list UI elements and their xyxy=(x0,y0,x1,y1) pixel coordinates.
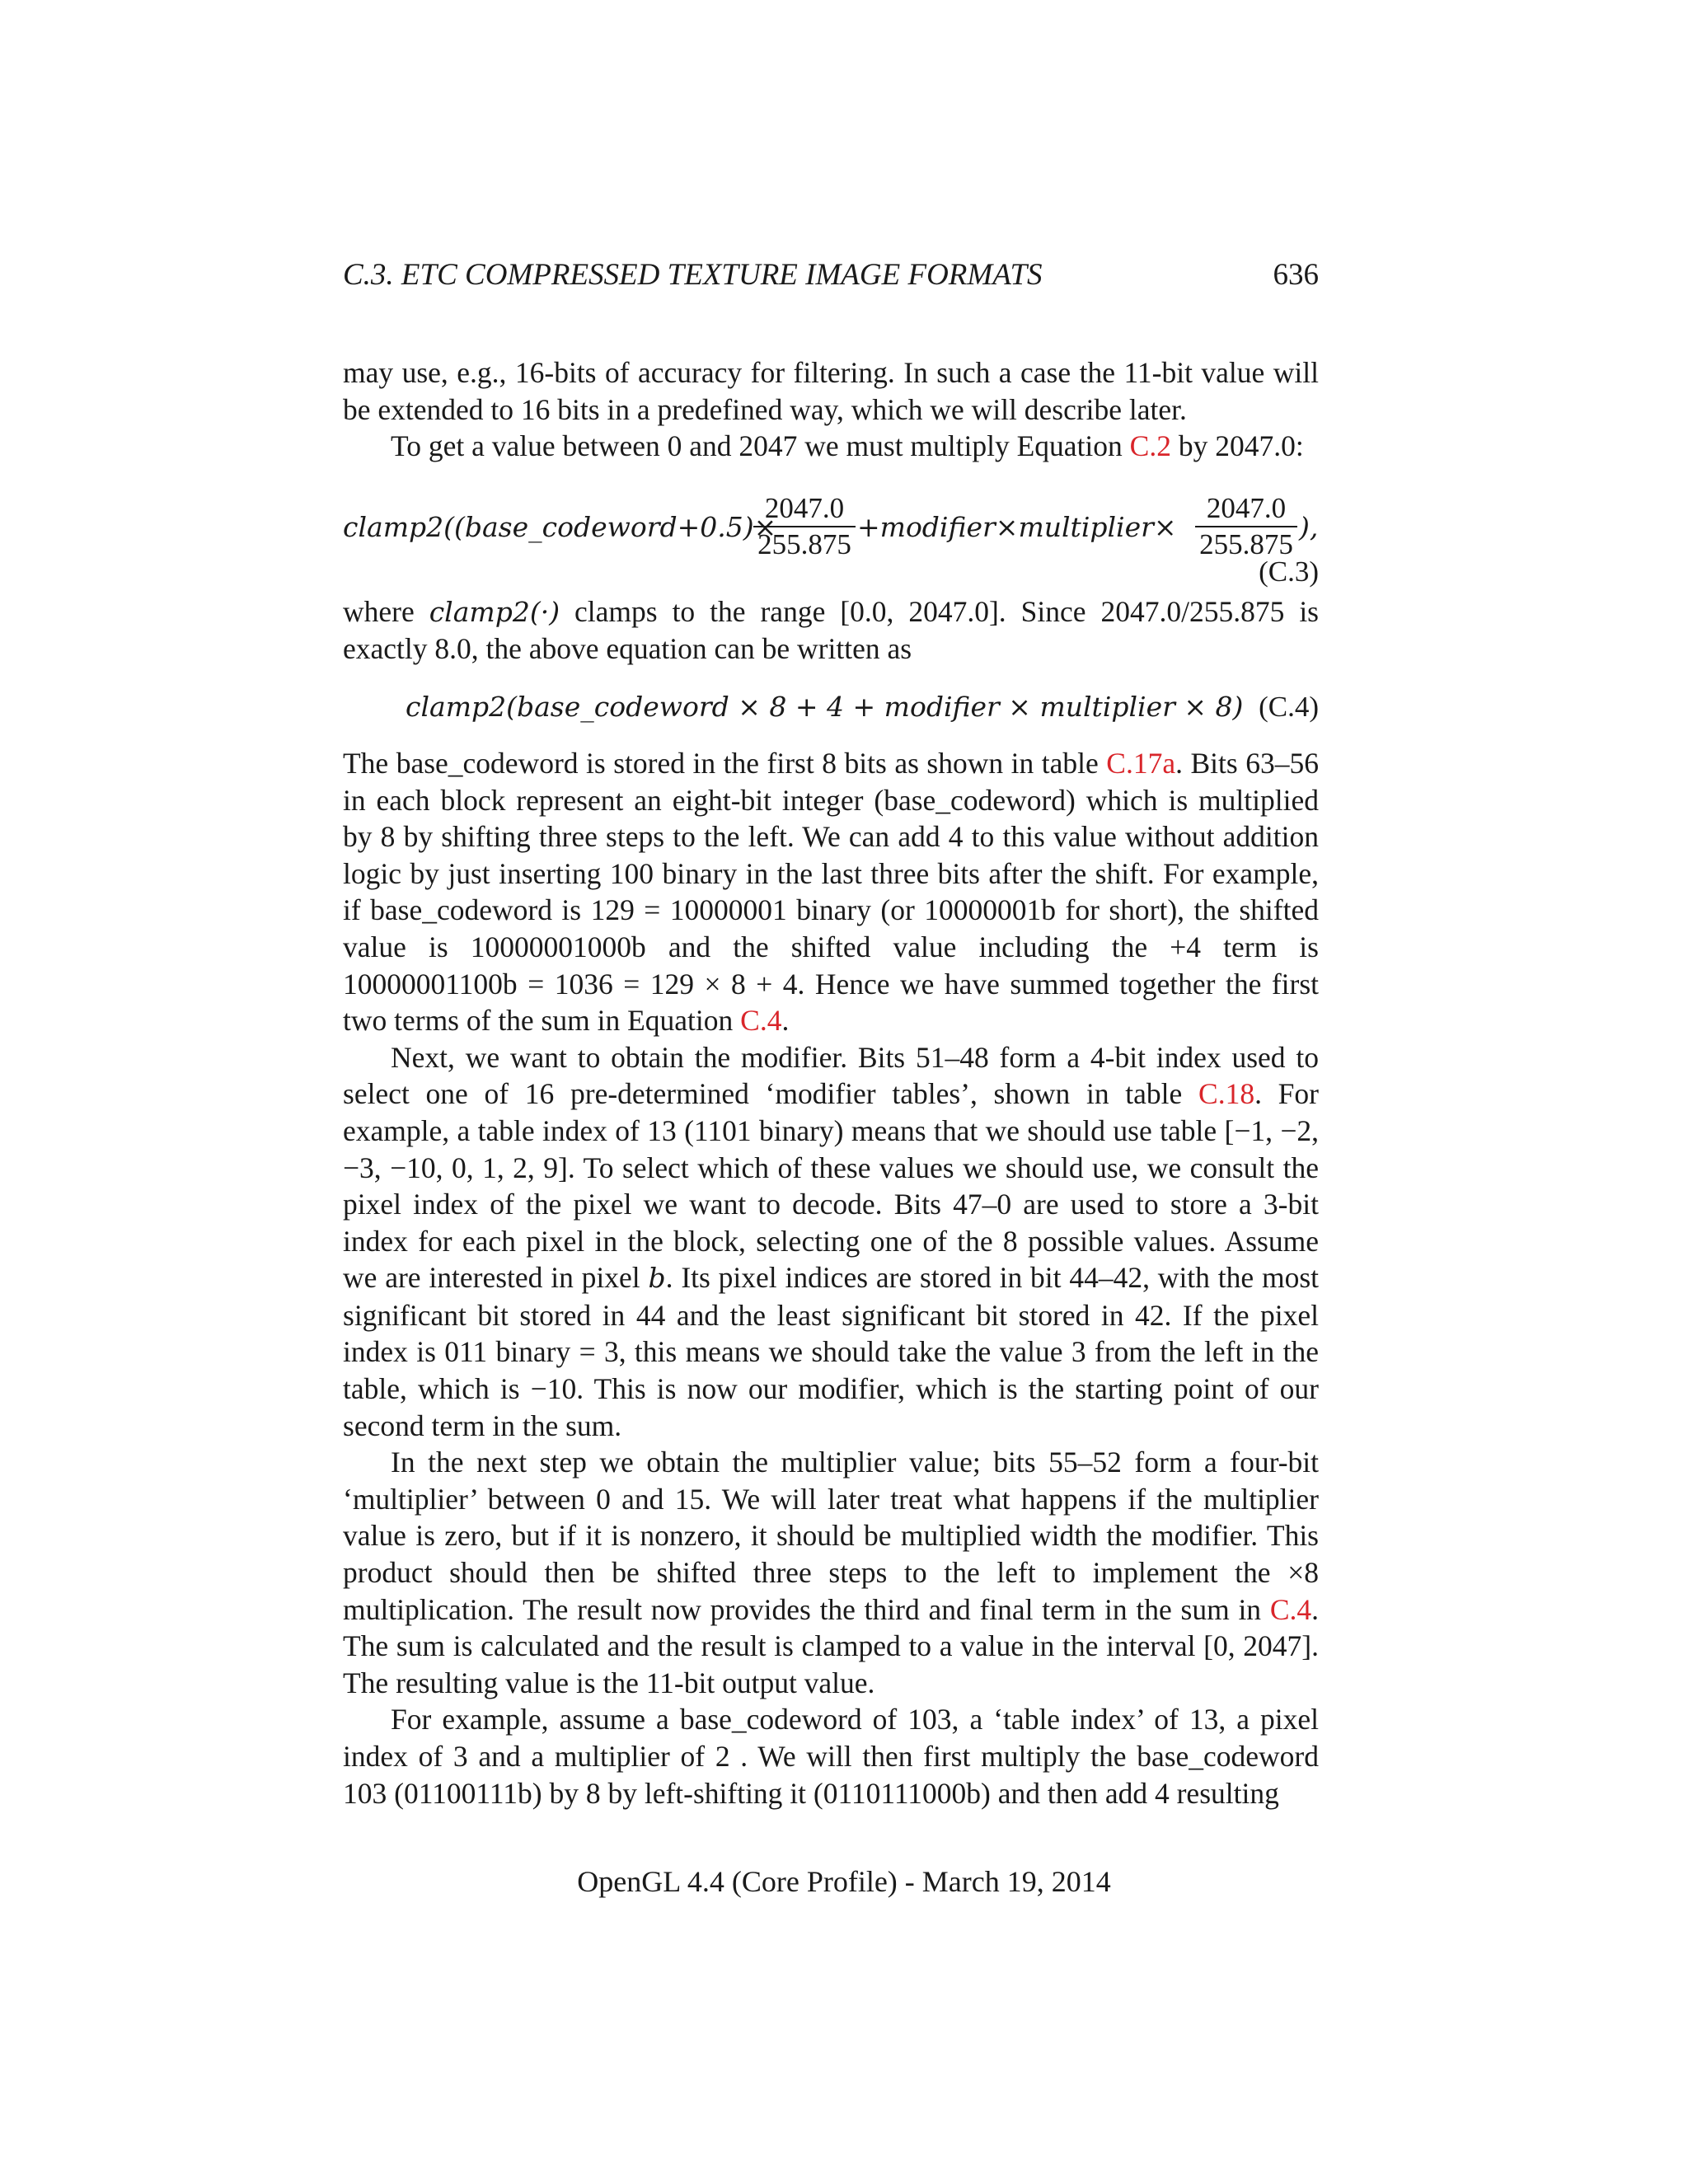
equation-c3-part3: ), xyxy=(1299,510,1319,543)
paragraph-3: where clamp2(·) clamps to the range [0.0, 2047.0]. Since 2047.0/255.875 is exactly 8.0, the above equation can be written as xyxy=(343,594,1319,666)
equation-c4 xyxy=(343,671,1319,745)
table-reference-link[interactable]: C.18 xyxy=(1198,1077,1255,1111)
equation-c3-part2: +modifier×multiplier× xyxy=(857,510,1177,543)
equation-reference-link[interactable]: C.4 xyxy=(1269,1592,1312,1626)
page-footer: OpenGL 4.4 (Core Profile) - March 19, 2014 xyxy=(577,1865,1111,1898)
paragraph-6: In the next step we obtain the multiplier value; bits 55–52 form a four-bit ‘multiplier’ between 0 and 15. We will later treat what happens if the multiplier value is zero, but if it is nonzero, it should be multiplied width the modifier. This product should then be shifted three steps to the left to implement the ×8 multiplication. The result now provides the third and final term in the sum in C.4. The sum is calculated and the result is clamped to a value in the interval [0, 2047]. The resulting value is the 11-bit output value. xyxy=(343,1446,1319,1699)
equation-c3-fraction-1: $\frac{2047.0}{255.875}$ xyxy=(753,491,856,562)
equation-c3-part1: clamp2((base_codeword+0.5)× xyxy=(343,510,777,543)
equation-reference-link[interactable]: C.2 xyxy=(1129,429,1171,463)
page-number: 636 xyxy=(1273,258,1319,292)
paragraph-7: For example, assume a base_codeword of 103, a ‘table index’ of 13, a pixel index of 3 and a multiplier of 2 . We will then first multiply the base_codeword 103 (01100111b) by 8 by left-shifting it (0110111000b) and then add 4 resulting xyxy=(343,1703,1319,1810)
equation-reference-link[interactable]: C.4 xyxy=(740,1004,782,1038)
equation-number-c4: (C.4) xyxy=(1259,690,1319,723)
equation-c4-expression: clamp2(base_codeword × 8 + 4 + modifier × multiplier × 8) xyxy=(406,690,1244,723)
paragraph-4: The base_codeword is stored in the first 8 bits as shown in table C.17a. Bits 63–56 in each block represent an eight-bit integer (base_codeword) which is multiplied by 8 by shifting three steps to the left. We can add 4 to this value without addition logic by just inserting 100 binary in the last three bits after the shift. For example, if base_codeword is 129 = 10000001 binary (or 10000001b for short), the shifted value is 10000001000b and the shifted value including the +4 term is 10000001100b = 1036 = 129 × 8 + 4. Hence we have summed together the first two terms of the sum in Equation C.4. xyxy=(343,746,1320,1038)
paragraph-5: Next, we want to obtain the modifier. Bits 51–48 form a 4-bit index used to select one of 16 pre-determined ‘modifier tables’, shown in table C.18. For example, a table index of 13 (1101 binary) means that we should use table [−1, −2, −3, −10, 0, 1, 2, 9]. To select which of these values we should use, we consult the pixel index of the pixel we want to decode. Bits 47–0 are used to store a 3-bit index for each pixel in the block, selecting one of the 8 possible values. Assume we are interested in pixel b. Its pixel indices are stored in bit 44–42, with the most significant bit stored in 44 and the least significant bit stored in 42. If the pixel index is 011 binary = 3, this means we should take the value 3 from the left in the table, which is −10. This is now our modifier, which is the starting point of our second term in the sum. xyxy=(343,1040,1319,1442)
body-text xyxy=(343,354,1319,1811)
paragraph-1: may use, e.g., 16-bits of accuracy for filtering. In such a case the 11-bit value will be extended to 16 bits in a predefined way, which we will describe later. xyxy=(343,356,1319,426)
table-reference-link[interactable]: C.17a xyxy=(1106,746,1176,780)
paragraph-2: To get a value between 0 and 2047 we must multiply Equation C.2 by 2047.0: xyxy=(391,429,1304,463)
section-title: C.3. ETC COMPRESSED TEXTURE IMAGE FORMATS xyxy=(343,258,1043,292)
equation-number-c3: (C.3) xyxy=(1259,555,1319,588)
equation-c3-fraction-2: $\frac{2047.0}{255.875}$ xyxy=(1195,491,1297,562)
equation-c3 xyxy=(343,473,1319,593)
